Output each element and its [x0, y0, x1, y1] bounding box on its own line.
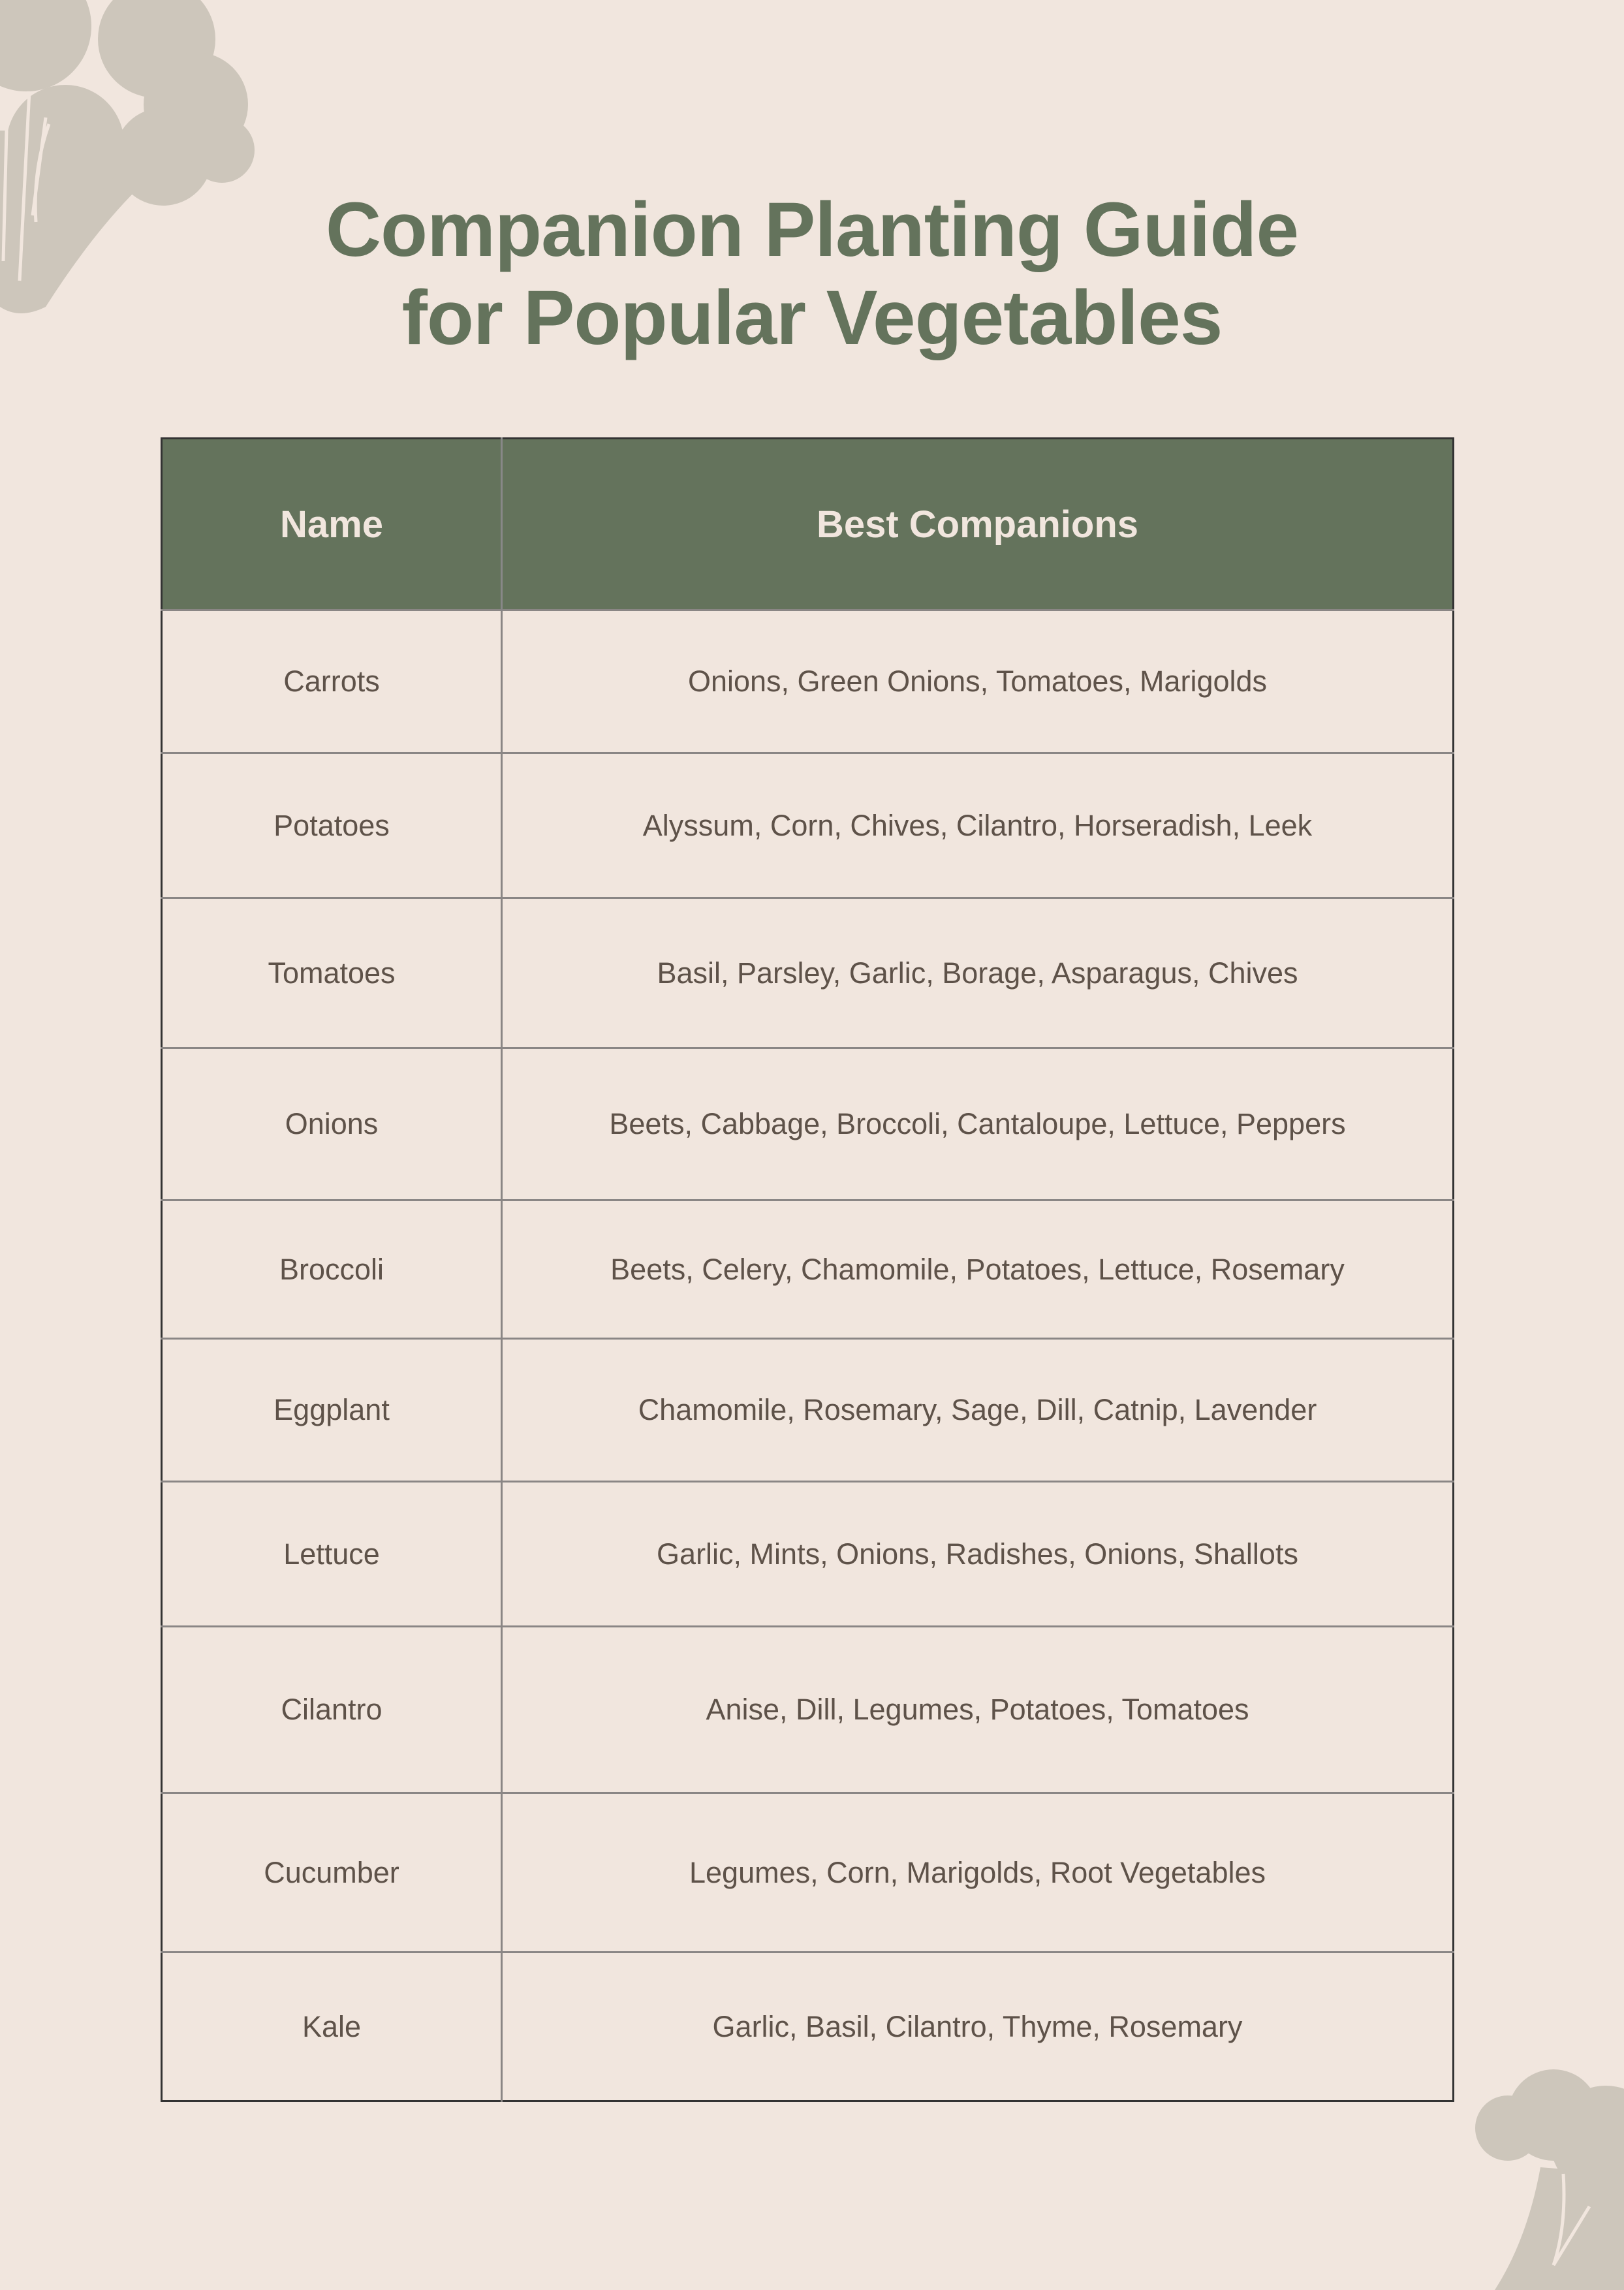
table-row [162, 898, 1454, 1048]
table-row [162, 1482, 1454, 1627]
title-line-2: for Popular Vegetables [401, 275, 1223, 361]
best-companions: Beets, Celery, Chamomile, Potatoes, Lettuce, Rosemary [502, 1200, 1454, 1339]
vegetable-name: Carrots [162, 610, 502, 753]
header-best-companions: Best Companions [502, 439, 1454, 610]
vegetable-name: Onions [162, 1048, 502, 1200]
best-companions: Chamomile, Rosemary, Sage, Dill, Catnip, Lavender [502, 1339, 1454, 1482]
vegetable-name: Cilantro [162, 1627, 502, 1793]
vegetable-name: Kale [162, 1953, 502, 2101]
vegetable-name: Potatoes [162, 753, 502, 898]
table-row [162, 1048, 1454, 1200]
best-companions: Basil, Parsley, Garlic, Borage, Asparagus, Chives [502, 898, 1454, 1048]
table-row [162, 610, 1454, 753]
best-companions: Legumes, Corn, Marigolds, Root Vegetables [502, 1793, 1454, 1953]
vegetable-name: Lettuce [162, 1482, 502, 1627]
companion-table [161, 437, 1454, 2102]
best-companions: Garlic, Mints, Onions, Radishes, Onions, Shallots [502, 1482, 1454, 1627]
best-companions: Anise, Dill, Legumes, Potatoes, Tomatoes [502, 1627, 1454, 1793]
best-companions: Garlic, Basil, Cilantro, Thyme, Rosemary [502, 1953, 1454, 2101]
broccoli-illustration-bottom-right [1469, 2056, 1624, 2290]
header-name: Name [162, 439, 502, 610]
table-row [162, 1793, 1454, 1953]
vegetable-name: Tomatoes [162, 898, 502, 1048]
table-row [162, 1627, 1454, 1793]
page-title [0, 186, 1624, 362]
vegetable-name: Broccoli [162, 1200, 502, 1339]
table-row [162, 1953, 1454, 2101]
vegetable-name: Eggplant [162, 1339, 502, 1482]
best-companions: Onions, Green Onions, Tomatoes, Marigolds [502, 610, 1454, 753]
table-row [162, 1200, 1454, 1339]
table-header-row [162, 439, 1454, 610]
vegetable-name: Cucumber [162, 1793, 502, 1953]
title-line-1: Companion Planting Guide [325, 187, 1299, 273]
table-row [162, 753, 1454, 898]
best-companions: Alyssum, Corn, Chives, Cilantro, Horseradish, Leek [502, 753, 1454, 898]
best-companions: Beets, Cabbage, Broccoli, Cantaloupe, Lettuce, Peppers [502, 1048, 1454, 1200]
table-row [162, 1339, 1454, 1482]
